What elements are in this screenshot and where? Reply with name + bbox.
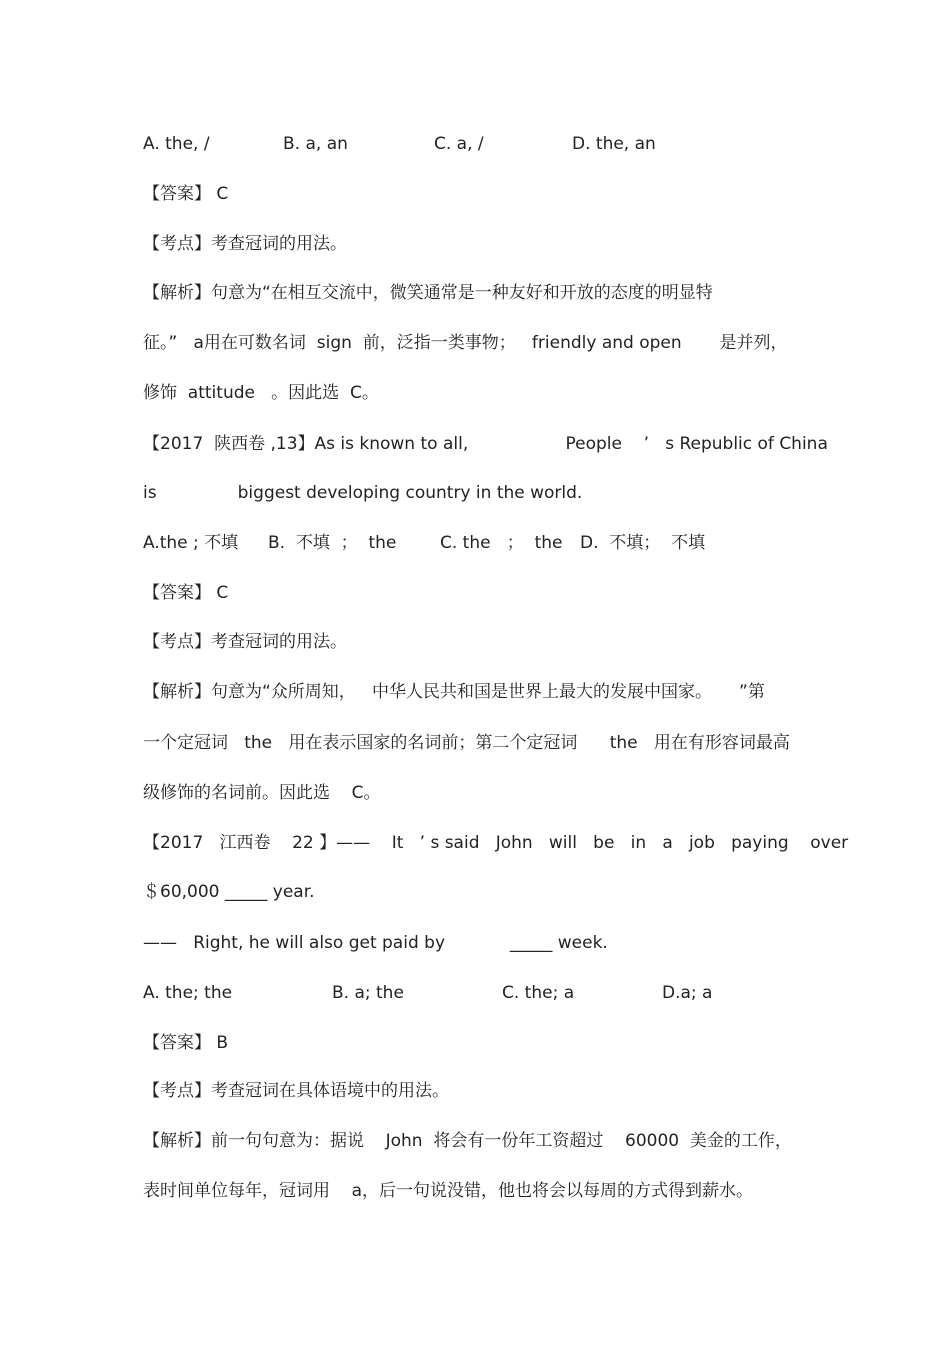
option-d: D.a; a <box>662 983 713 1003</box>
option-b: B. a; the <box>332 983 404 1003</box>
question-stem: is biggest developing country in the world. <box>143 483 583 503</box>
option-d: D. 不填； 不填 <box>580 533 706 553</box>
analysis-line: 级修饰的名词前。因此选 C。 <box>143 783 381 803</box>
option-a: A. the, / <box>143 134 210 154</box>
option-a: A.the ; 不填 <box>143 533 239 553</box>
analysis-line: 修饰 attitude 。因此选 C。 <box>143 383 379 403</box>
question-stem: —— Right, he will also get paid by _____ week. <box>143 933 608 953</box>
option-c: C. the ； the <box>440 533 563 553</box>
option-c: C. a, / <box>434 134 484 154</box>
answer-line: 【答案】 B <box>143 1033 229 1053</box>
analysis-line: 表时间单位每年，冠词用 a，后一句说没错，他也将会以每周的方式得到薪水。 <box>143 1181 754 1201</box>
option-d: D. the, an <box>572 134 656 154</box>
answer-line: 【答案】 C <box>143 184 229 204</box>
point-line: 【考点】考查冠词在具体语境中的用法。 <box>143 1081 449 1101</box>
point-line: 【考点】考查冠词的用法。 <box>143 234 347 254</box>
option-b: B. 不填 ； the <box>268 533 397 553</box>
analysis-line: 【解析】句意为“众所周知， 中华人民共和国是世界上最大的发展中国家。 ”第 <box>143 682 765 702</box>
question-stem: 【2017 江西卷 22 】—— It ’ s said John will be in a job paying over <box>143 833 849 853</box>
analysis-line: 【解析】前一句句意为：据说 John 将会有一份年工资超过 60000 美金的工作， <box>143 1131 792 1151</box>
analysis-line: 一个定冠词 the 用在表示国家的名词前；第二个定冠词 the 用在有形容词最高 <box>143 733 790 753</box>
option-b: B. a, an <box>283 134 348 154</box>
question-stem: ＄60,000 _____ year. <box>143 882 315 902</box>
answer-line: 【答案】 C <box>143 583 229 603</box>
analysis-line: 征。” a用在可数名词 sign 前，泛指一类事物； friendly and open 是并列， <box>143 333 788 353</box>
option-a: A. the; the <box>143 983 233 1003</box>
point-line: 【考点】考查冠词的用法。 <box>143 632 347 652</box>
option-c: C. the; a <box>502 983 575 1003</box>
analysis-line: 【解析】句意为“在相互交流中，微笑通常是一种友好和开放的态度的明显特 <box>143 283 713 303</box>
question-stem: 【2017 陕西卷 ,13】As is known to all, People ’ s Republic of China <box>143 434 828 454</box>
